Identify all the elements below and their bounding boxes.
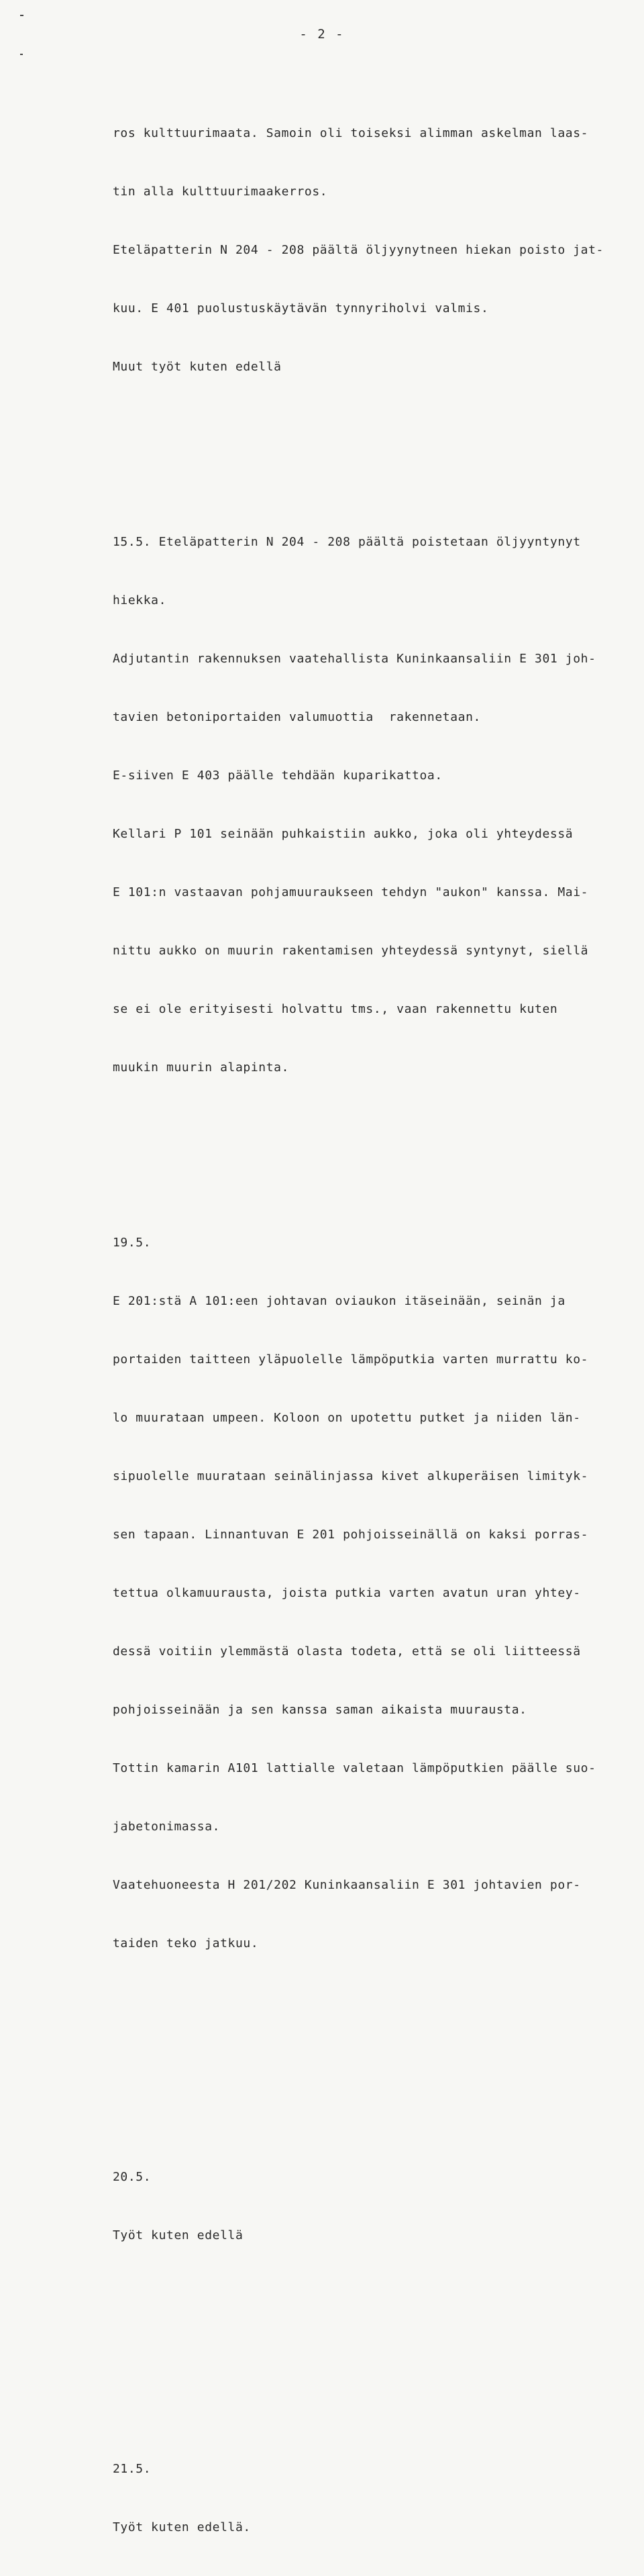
text-line: Työt kuten edellä bbox=[113, 2228, 244, 2242]
text-line: taiden teko jatkuu. bbox=[113, 1936, 259, 1950]
diary-text bbox=[113, 85, 609, 2576]
margin-mark bbox=[20, 54, 23, 55]
text-line: Adjutantin rakennuksen vaatehallista Kuninkaansaliin E 301 joh- bbox=[113, 652, 596, 666]
text-line: tavien betoniportaiden valumuottia rakennetaan. bbox=[113, 710, 481, 724]
text-line: pohjoisseinään ja sen kanssa saman aikaista muurausta. bbox=[113, 1703, 527, 1717]
text-line: E 101:n vastaavan pohjamuuraukseen tehdyn "aukon" kanssa. Mai- bbox=[113, 885, 589, 899]
text-line: tin alla kulttuurimaakerros. bbox=[113, 185, 328, 199]
text-line: se ei ole erityisesti holvattu tms., vaan rakennettu kuten bbox=[113, 1002, 558, 1016]
text-line: jabetonimassa. bbox=[113, 1820, 221, 1834]
page-number: - 2 - bbox=[299, 27, 345, 42]
text-line: Eteläpatterin N 204 - 208 päältä öljyynytneen hiekan poisto jat- bbox=[113, 243, 604, 257]
text-line: hiekka. bbox=[113, 593, 167, 607]
text-line: lo muurataan umpeen. Koloon on upotettu putket ja niiden län- bbox=[113, 1411, 581, 1425]
text-line: portaiden taitteen yläpuolelle lämpöputkia varten murrattu ko- bbox=[113, 1352, 589, 1367]
text-line: dessä voitiin ylemmästä olasta todeta, että se oli liitteessä bbox=[113, 1644, 581, 1658]
entry-date-line: 15.5. Eteläpatterin N 204 - 208 päältä poistetaan öljyyntynyt bbox=[113, 535, 581, 549]
text-line: Tottin kamarin A101 lattialle valetaan lämpöputkien päälle suo- bbox=[113, 1761, 596, 1775]
text-line: sipuolelle muurataan seinälinjassa kivet alkuperäisen limityk- bbox=[113, 1469, 589, 1483]
text-line: Vaatehuoneesta H 201/202 Kuninkaansaliin E 301 johtavien por- bbox=[113, 1878, 581, 1892]
margin-mark bbox=[20, 15, 23, 16]
text-line: E-siiven E 403 päälle tehdään kuparikattoa. bbox=[113, 769, 443, 783]
entry-date: 20.5. bbox=[113, 2170, 152, 2184]
text-line: nittu aukko on muurin rakentamisen yhteydessä syntynyt, siellä bbox=[113, 944, 589, 958]
text-line: Muut työt kuten edellä bbox=[113, 360, 282, 374]
entry-date: 21.5. bbox=[113, 2462, 152, 2476]
text-line: muukin muurin alapinta. bbox=[113, 1060, 290, 1075]
text-line: kuu. E 401 puolustuskäytävän tynnyriholvi valmis. bbox=[113, 301, 489, 315]
entry-date: 19.5. bbox=[113, 1236, 152, 1250]
text-line: E 201:stä A 101:een johtavan oviaukon itäseinään, seinän ja bbox=[113, 1294, 566, 1308]
text-line: ros kulttuurimaata. Samoin oli toiseksi alimman askelman laas- bbox=[113, 126, 589, 140]
text-line: tettua olkamuurausta, joista putkia varten avatun uran yhtey- bbox=[113, 1586, 581, 1600]
text-line: Työt kuten edellä. bbox=[113, 2520, 251, 2534]
text-line: Kellari P 101 seinään puhkaistiin aukko, joka oli yhteydessä bbox=[113, 827, 574, 841]
text-line: sen tapaan. Linnantuvan E 201 pohjoisseinällä on kaksi porras- bbox=[113, 1528, 589, 1542]
